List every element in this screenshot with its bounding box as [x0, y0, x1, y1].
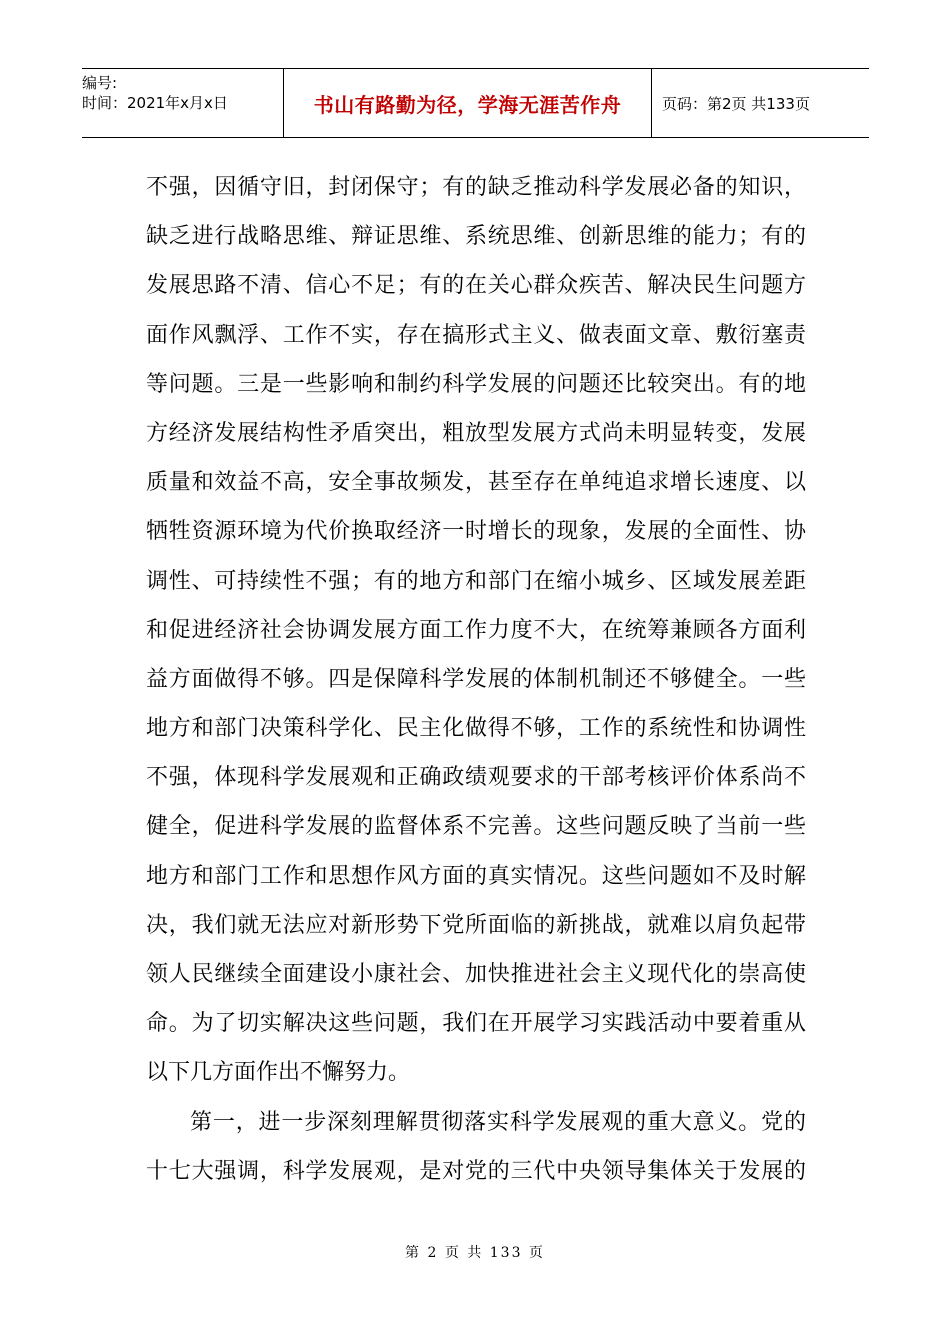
body-line: 面作风飘浮、工作不实，存在搞形式主义、做表面文章、敷衍塞责: [146, 322, 806, 348]
body-line: 领人民继续全面建设小康社会、加快推进社会主义现代化的崇高使: [146, 962, 806, 987]
body-line: 和促进经济社会协调发展方面工作力度不大，在统筹兼顾各方面利: [146, 617, 806, 643]
paragraph-end-line: 以下几方面作出不懈努力。: [146, 1060, 411, 1086]
header-meta-cell: [82, 69, 284, 137]
body-text: [146, 163, 806, 1196]
body-line: 牺牲资源环境为代价换取经济一时增长的现象，发展的全面性、协: [146, 519, 806, 545]
paragraph-start-line: 第一，进一步深刻理解贯彻落实科学发展观的重大意义。党的: [190, 1109, 806, 1135]
header-page-info: 页码：第2页 共133页: [662, 94, 810, 113]
body-line: 等问题。三是一些影响和制约科学发展的问题还比较突出。有的地: [146, 371, 806, 397]
body-line: 十七大强调，科学发展观，是对党的三代中央领导集体关于发展的: [146, 1158, 806, 1184]
document-time-label: 时间：2021年x月x日: [82, 94, 228, 112]
header-motto: 书山有路勤为径，学海无涯苦作舟: [284, 69, 652, 137]
body-line: 不强，体现科学发展观和正确政绩观要求的干部考核评价体系尚不: [146, 765, 806, 791]
body-line: 健全，促进科学发展的监督体系不完善。这些问题反映了当前一些: [146, 814, 806, 840]
body-line: 调性、可持续性不强；有的地方和部门在缩小城乡、区域发展差距: [146, 568, 806, 594]
body-line: 命。为了切实解决这些问题，我们在开展学习实践活动中要着重从: [146, 1011, 806, 1037]
page-header: [82, 68, 869, 138]
page-footer: 第 2 页 共 133 页: [405, 1245, 545, 1261]
body-line: 地方和部门决策科学化、民主化做得不够，工作的系统性和协调性: [146, 716, 806, 742]
body-line: 益方面做得不够。四是保障科学发展的体制机制还不够健全。一些: [146, 666, 806, 692]
body-line: 发展思路不清、信心不足；有的在关心群众疾苦、解决民生问题方: [146, 273, 806, 299]
body-line: 方经济发展结构性矛盾突出，粗放型发展方式尚未明显转变，发展: [146, 420, 806, 446]
body-line: 不强，因循守旧，封闭保守；有的缺乏推动科学发展必备的知识，: [146, 175, 806, 200]
document-number-label: 编号:: [82, 74, 118, 92]
body-line: 地方和部门工作和思想作风方面的真实情况。这些问题如不及时解: [146, 863, 806, 889]
body-line: 决，我们就无法应对新形势下党所面临的新挑战，就难以肩负起带: [146, 912, 806, 938]
body-line: 缺乏进行战略思维、辩证思维、系统思维、创新思维的能力；有的: [146, 224, 806, 250]
body-line: 质量和效益不高，安全事故频发，甚至存在单纯追求增长速度、以: [146, 470, 806, 496]
